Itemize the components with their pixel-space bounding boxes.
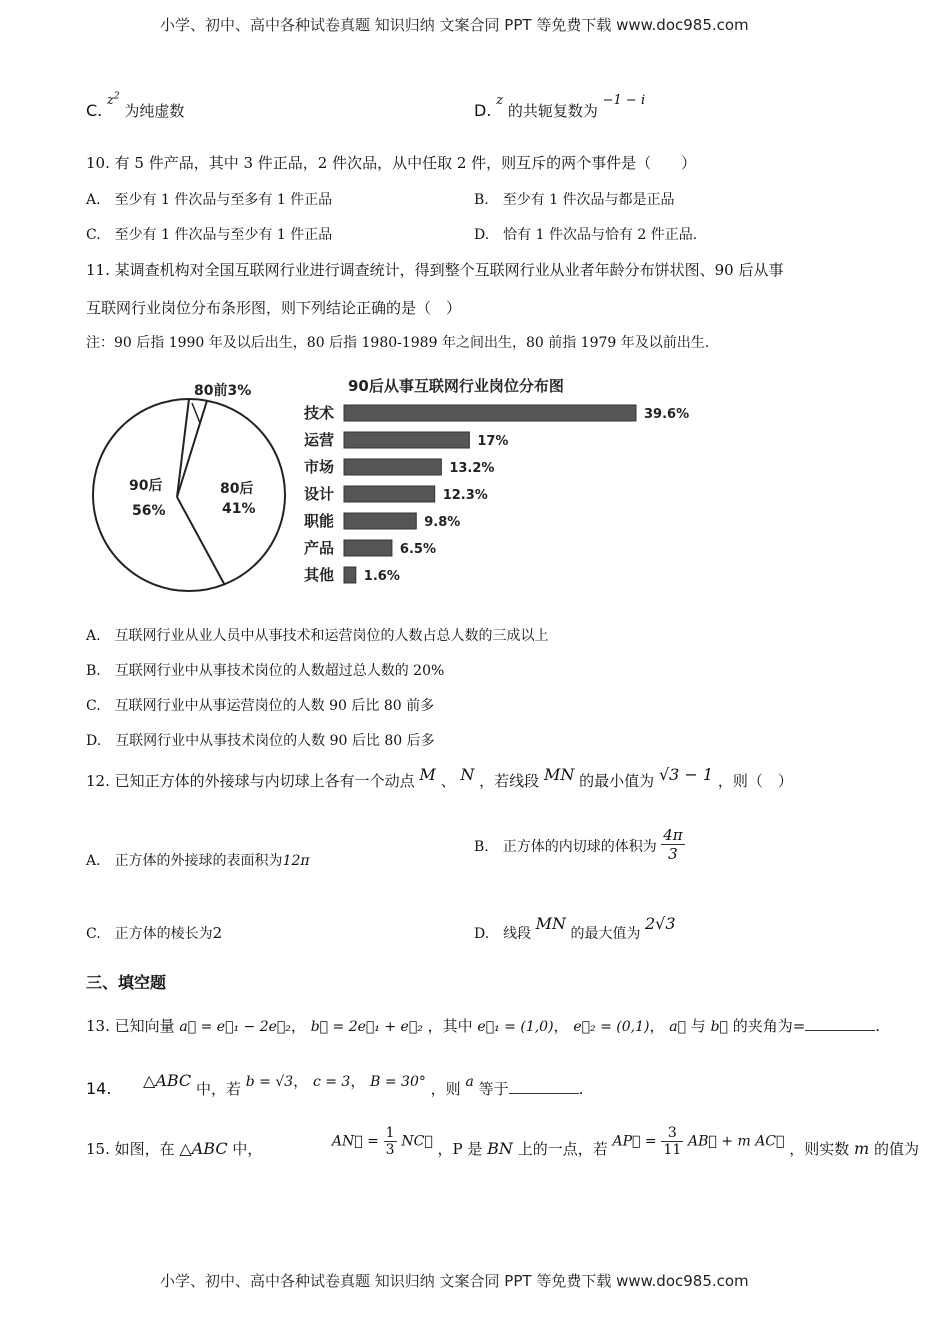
q9-c-label: C. bbox=[86, 101, 103, 120]
bar-value-label: 17% bbox=[477, 434, 509, 449]
bar bbox=[344, 513, 416, 529]
bar bbox=[344, 567, 356, 583]
q15-triangle: △ABC bbox=[179, 1138, 228, 1158]
q12-d-text: D. 线段 bbox=[474, 926, 532, 942]
page-header: 小学、初中、高中各种试卷真题 知识归纳 文案合同 PPT 等免费下载 www.doc985.com bbox=[160, 16, 749, 34]
q15-end2: 的值为 bbox=[873, 1139, 919, 1158]
q12-d-mid: 的最大值为 bbox=[570, 926, 641, 942]
position-bar-chart bbox=[296, 365, 696, 597]
bar-category-label: 运营 bbox=[304, 431, 335, 449]
q12-a-text: A. 正方体的外接球的表面积为 bbox=[86, 853, 283, 869]
q14: 14. △ABC 中，若 b = √3， c = 3， B = 30° ，则 a 等于 . bbox=[86, 1071, 584, 1098]
q12-b-numerator: 4π bbox=[663, 826, 683, 844]
q13-e1: e⃗₁ = (1,0) bbox=[477, 1019, 554, 1035]
bar-category-label: 市场 bbox=[304, 458, 335, 476]
q12-mid2: 的最小值为 bbox=[579, 772, 655, 790]
q14-angle-b: B = 30° bbox=[370, 1074, 426, 1090]
q11-option-d: D. 互联网行业中从事技术岗位的人数 90 后比 80 后多 bbox=[86, 733, 435, 749]
q10-option-b: B. 至少有 1 件次品与都是正品 bbox=[474, 192, 675, 208]
q12-stem-pre: 12. 已知正方体的外接球与内切球上各有一个动点 bbox=[86, 772, 415, 790]
q14-mid: 中，若 bbox=[195, 1080, 241, 1098]
bar bbox=[344, 486, 435, 502]
q12-b-fraction bbox=[661, 826, 684, 863]
q12-stem bbox=[86, 765, 793, 791]
q15-pre: 15. 如图，在 bbox=[86, 1139, 175, 1158]
bar-value-label: 39.6% bbox=[644, 407, 690, 422]
q14-answer-blank[interactable] bbox=[509, 1079, 579, 1094]
q9-d-value: −1 − i bbox=[602, 93, 646, 108]
q10-option-d: D. 恰有 1 件次品与恰有 2 件正品. bbox=[474, 227, 698, 243]
q13: 13. 已知向量 a⃗ = e⃗₁ − 2e⃗₂， b⃗ = 2e⃗₁ + e⃗₂ ，其中 e⃗₁ = (1,0)， e⃗₂ = (0,1)， a⃗ 与 b⃗ 的夹角为= . bbox=[86, 1017, 881, 1035]
q11-stem-line2: 互联网行业岗位分布条形图，则下列结论正确的是（ ） bbox=[86, 299, 462, 317]
q13-end: 的夹角为= bbox=[732, 1017, 806, 1035]
pie-outline bbox=[93, 399, 285, 591]
q15-m: m bbox=[854, 1138, 870, 1158]
q15-fraction-2 bbox=[661, 1125, 683, 1158]
page-footer: 小学、初中、高中各种试卷真题 知识归纳 文案合同 PPT 等免费下载 www.doc985.com bbox=[160, 1272, 749, 1290]
q9-option-d bbox=[474, 93, 646, 121]
q10-option-a: A. 至少有 1 件次品与至多有 1 件正品 bbox=[86, 192, 333, 208]
q13-b-def: b⃗ = 2e⃗₁ + e⃗₂ bbox=[310, 1019, 423, 1035]
q14-then: ，则 bbox=[430, 1080, 461, 1098]
q11-option-c: C. 互联网行业中从事运营岗位的人数 90 后比 80 前多 bbox=[86, 698, 435, 714]
bar-value-label: 13.2% bbox=[449, 461, 495, 476]
q12-d-value: 2√3 bbox=[644, 914, 676, 933]
q12-end: ，则（ ） bbox=[717, 772, 793, 790]
q14-number: 14. bbox=[86, 1079, 112, 1098]
q9-c-math: $z^2$ bbox=[107, 91, 120, 108]
q11-option-a: A. 互联网行业从业人员中从事技术和运营岗位的人数占总人数的三成以上 bbox=[86, 628, 549, 644]
q11-note: 注：90 后指 1990 年及以后出生，80 后指 1980-1989 年之间出生，80 前指 1979 年及以前出生. bbox=[86, 335, 710, 351]
q15-f1-numerator: 1 bbox=[385, 1125, 395, 1141]
bar bbox=[344, 459, 441, 475]
bar-category-label: 产品 bbox=[304, 539, 335, 557]
q12-option-a bbox=[86, 850, 310, 870]
bar-chart-title: 90后从事互联网行业岗位分布图 bbox=[348, 377, 564, 395]
q11-option-b: B. 互联网行业中从事技术岗位的人数超过总人数的 20% bbox=[86, 663, 445, 679]
q12-b-denominator: 3 bbox=[668, 845, 678, 863]
q14-a: a bbox=[465, 1074, 474, 1090]
bar-category-label: 职能 bbox=[304, 512, 335, 530]
q12-c-text: C. 正方体的棱长为 bbox=[86, 926, 213, 942]
q12-option-d bbox=[474, 914, 676, 942]
q12-point-n: N bbox=[460, 765, 475, 784]
q9-c-text: 为纯虚数 bbox=[124, 102, 185, 120]
q15-bn: BN bbox=[487, 1138, 513, 1158]
q15-end: ，则实数 bbox=[789, 1139, 850, 1158]
q15-mid: 中， bbox=[232, 1139, 263, 1158]
q12-min-value: √3 − 1 bbox=[658, 765, 714, 784]
pie-slice-label: 80前3% bbox=[194, 383, 252, 399]
q13-pre: 13. 已知向量 bbox=[86, 1017, 175, 1035]
section-title-fill-in: 三、填空题 bbox=[86, 973, 167, 992]
bar bbox=[344, 540, 392, 556]
bar bbox=[344, 432, 469, 448]
q13-mid: ，其中 bbox=[427, 1017, 473, 1035]
q9-d-label: D. bbox=[474, 101, 492, 120]
q15-ap: AP⃗ = bbox=[612, 1133, 657, 1150]
q9-d-math: z bbox=[496, 93, 504, 108]
q15-p2: 上的一点，若 bbox=[517, 1139, 608, 1158]
pie-slice-value: 41% bbox=[222, 501, 256, 517]
pie-slice-value: 56% bbox=[132, 503, 166, 519]
bar-value-label: 12.3% bbox=[442, 488, 488, 503]
q12-sep: 、 bbox=[440, 772, 456, 790]
q15-p: ，P 是 bbox=[437, 1139, 483, 1158]
pie-slice-label: 90后 bbox=[129, 478, 163, 494]
q10-option-c: C. 至少有 1 件次品与至少有 1 件正品 bbox=[86, 227, 333, 243]
q12-point-m: M bbox=[419, 765, 436, 784]
q15-fraction-1 bbox=[384, 1125, 397, 1158]
pie-slice-label: 80后 bbox=[220, 481, 254, 497]
q12-segment-mn: MN bbox=[543, 765, 575, 784]
bar-value-label: 1.6% bbox=[363, 569, 400, 584]
bar-category-label: 其他 bbox=[304, 566, 335, 584]
q15-rest: AB⃗ + m AC⃗ bbox=[688, 1133, 785, 1150]
q9-d-text: 的共轭复数为 bbox=[507, 102, 598, 120]
q14-end: 等于 bbox=[478, 1080, 509, 1098]
bar bbox=[344, 405, 636, 421]
q15-f1-denominator: 3 bbox=[385, 1142, 395, 1158]
age-pie-chart bbox=[84, 365, 294, 597]
bar-value-label: 9.8% bbox=[424, 515, 461, 530]
q12-c-value: 2 bbox=[212, 924, 223, 942]
q11-stem-line1: 11. 某调查机构对全国互联网行业进行调查统计，得到整个互联网行业从业者年龄分布饼状图、90 后从事 bbox=[86, 261, 784, 279]
q15-f2-denominator: 11 bbox=[663, 1142, 682, 1158]
q13-and: 与 bbox=[690, 1017, 706, 1035]
bar-category-label: 技术 bbox=[304, 404, 335, 422]
q13-e2: e⃗₂ = (0,1) bbox=[573, 1019, 650, 1035]
q13-vec-a: a⃗ bbox=[669, 1019, 686, 1035]
q12-option-c bbox=[86, 923, 222, 943]
q12-a-value: 12π bbox=[282, 853, 310, 869]
q13-answer-blank[interactable] bbox=[805, 1016, 875, 1031]
q10-stem: 10. 有 5 件产品，其中 3 件正品，2 件次品，从中任取 2 件，则互斥的两个事件是（ ） bbox=[86, 154, 697, 172]
q14-c: c = 3 bbox=[312, 1074, 351, 1090]
q15-nc: NC⃗ bbox=[401, 1133, 433, 1150]
q12-b-text: B. 正方体的内切球的体积为 bbox=[474, 838, 657, 855]
q9-option-c bbox=[86, 91, 185, 121]
q12-d-mn: MN bbox=[535, 914, 567, 933]
q14-triangle: △ABC bbox=[143, 1071, 192, 1090]
q14-b: b = √3 bbox=[245, 1074, 294, 1090]
q15-f2-numerator: 3 bbox=[661, 1125, 683, 1142]
q13-vec-b: b⃗ bbox=[710, 1019, 728, 1035]
q12-mid: ，若线段 bbox=[479, 772, 540, 790]
bar-category-label: 设计 bbox=[304, 485, 335, 503]
q13-a-def: a⃗ = e⃗₁ − 2e⃗₂ bbox=[179, 1019, 291, 1035]
q15-an: AN⃗ = bbox=[331, 1133, 379, 1150]
q15 bbox=[86, 1125, 919, 1158]
bar-value-label: 6.5% bbox=[399, 542, 436, 557]
q12-option-b bbox=[474, 826, 685, 863]
